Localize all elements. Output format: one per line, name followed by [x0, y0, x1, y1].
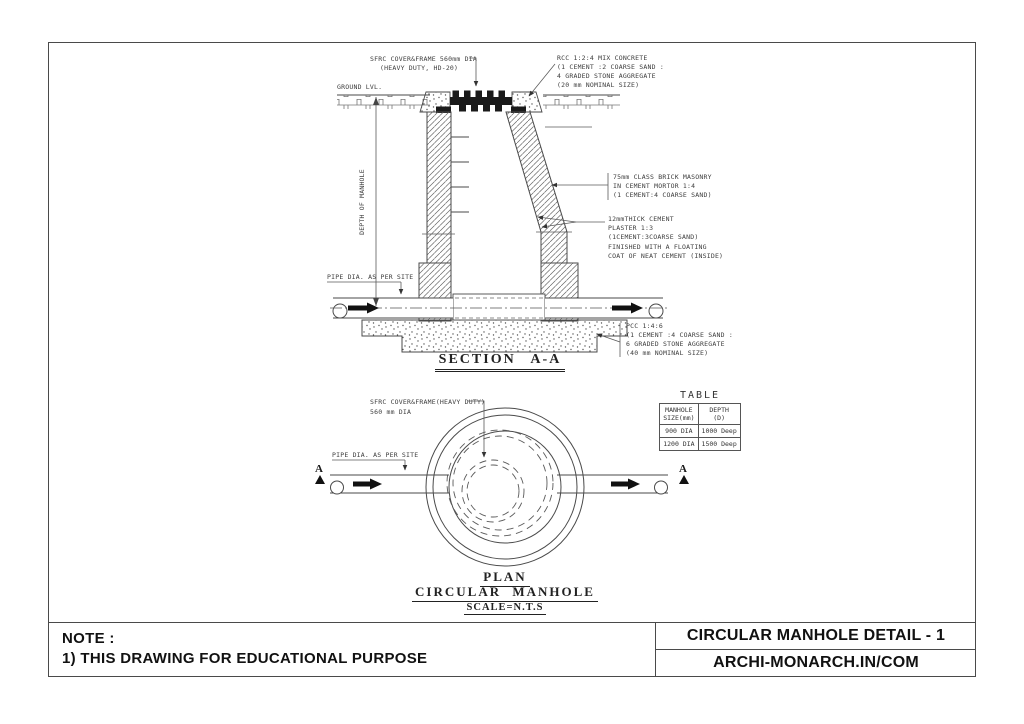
section-view	[327, 54, 733, 357]
pipe-end-cap-right-plan	[655, 481, 668, 494]
plan-subtitle	[405, 584, 605, 602]
pipe-end-cap-left	[333, 304, 347, 318]
section-title-text: SECTION A-A	[435, 352, 566, 372]
cover-label-line2: (HEAVY DUTY, HD-20)	[380, 64, 459, 72]
header-depth	[698, 404, 740, 425]
note-line-1: 1) THIS DRAWING FOR EDUCATIONAL PURPOSE	[62, 650, 428, 667]
rcc-label-line4: (20 mm NOMINAL SIZE)	[557, 81, 640, 89]
plaster-label-line2: PLASTER 1:3	[608, 224, 654, 232]
pipe-dia-label-plan: PIPE DIA. AS PER SITE	[332, 451, 419, 459]
ground-level-label: GROUND LVL.	[337, 83, 383, 91]
header-manhole-line1: MANHOLE	[665, 406, 693, 414]
brick-label-line1: 75mm CLASS BRICK MASONRY	[613, 173, 712, 181]
pcc-base	[362, 320, 627, 352]
manhole-walls	[419, 112, 578, 321]
cover-frame	[420, 91, 542, 114]
plaster-label-line3: (1CEMENT:3COARSE SAND)	[608, 233, 699, 241]
note-block	[62, 629, 427, 669]
plaster-label-line1: 12mmTHICK CEMENT	[608, 215, 674, 223]
pipe-end-cap-left-plan	[331, 481, 344, 494]
pipe-end-cap-right	[649, 304, 663, 318]
left-wall	[427, 112, 451, 263]
step-rungs	[451, 137, 469, 212]
website-label: ARCHI-MONARCH.IN/COM	[655, 650, 976, 676]
pcc-label-line2: (1 CEMENT :4 COARSE SAND :	[626, 331, 733, 339]
size-table	[650, 390, 750, 451]
note-label: NOTE :	[62, 630, 115, 647]
table-header-row	[660, 404, 741, 425]
pcc-label-line4: (40 mm NOMINAL SIZE)	[626, 349, 709, 357]
rcc-label-line2: (1 CEMENT :2 COARSE SAND :	[557, 63, 664, 71]
flow-arrow-right-plan	[611, 479, 640, 490]
header-depth-line1: DEPTH	[709, 406, 729, 414]
section-marker-a-right: A	[679, 463, 687, 475]
section-arrow-right	[679, 475, 689, 484]
hidden-cone-circles	[447, 430, 553, 536]
table-row	[660, 425, 741, 438]
cell-depth-1500: 1500 Deep	[698, 438, 740, 451]
rcc-label-line1: RCC 1:2:4 MIX CONCRETE	[557, 54, 648, 62]
sfrc-cover	[450, 97, 512, 105]
plan-cover-label-line2: 560 mm DIA	[370, 408, 412, 416]
cell-size-900: 900 DIA	[660, 425, 698, 438]
section-marker-a-left: A	[315, 463, 323, 475]
chamber-circle	[449, 431, 561, 543]
pcc-label-line1: PCC 1:4:6	[626, 322, 664, 330]
plan-view	[315, 398, 689, 566]
pipe-dia-label-section: PIPE DIA. AS PER SITE	[327, 273, 414, 281]
size-table-title: TABLE	[679, 390, 721, 401]
brick-label-line2: IN CEMENT MORTOR 1:4	[613, 182, 696, 190]
outer-wall-inner-circle	[433, 415, 577, 559]
plan-cover-label-line1: SFRC COVER&FRAME(HEAVY DUTY)	[370, 398, 486, 406]
section-arrow-left	[315, 475, 325, 484]
size-table-grid	[659, 403, 741, 451]
pipe-plan	[330, 475, 668, 494]
brick-label-line3: (1 CEMENT:4 COARSE SAND)	[613, 191, 712, 199]
plan-annotations	[332, 398, 485, 470]
plaster-label-line4: FINISHED WITH A FLOATING	[608, 243, 707, 251]
depth-of-manhole-label: DEPTH OF MANHOLE	[358, 169, 366, 235]
right-wall-cone	[506, 112, 567, 263]
plan-scale-text: SCALE=N.T.S	[464, 602, 547, 615]
drawing-title: CIRCULAR MANHOLE DETAIL - 1	[655, 623, 976, 650]
header-manhole-line2: SIZE(mm)	[663, 414, 695, 422]
header-manhole-size	[660, 404, 698, 425]
pcc-label-line3: 6 GRADED STONE AGGREGATE	[626, 340, 725, 348]
section-title	[408, 352, 592, 372]
pipe-section	[330, 294, 667, 320]
plaster-label-line5: COAT OF NEAT CEMENT (INSIDE)	[608, 252, 724, 260]
plan-title-text: PLAN	[480, 569, 529, 587]
header-depth-line2: (D)	[713, 414, 726, 422]
plan-subtitle-text: CIRCULAR MANHOLE	[412, 584, 598, 602]
cell-depth-1000: 1000 Deep	[698, 425, 740, 438]
outer-wall-circle	[426, 408, 584, 566]
plan-scale	[430, 602, 580, 615]
table-row	[660, 438, 741, 451]
rcc-label-line3: 4 GRADED STONE AGGREGATE	[557, 72, 656, 80]
flow-arrow-left-plan	[353, 479, 382, 490]
cover-label-line1: SFRC COVER&FRAME 560mm DIA	[370, 55, 477, 63]
cell-size-1200: 1200 DIA	[660, 438, 698, 451]
